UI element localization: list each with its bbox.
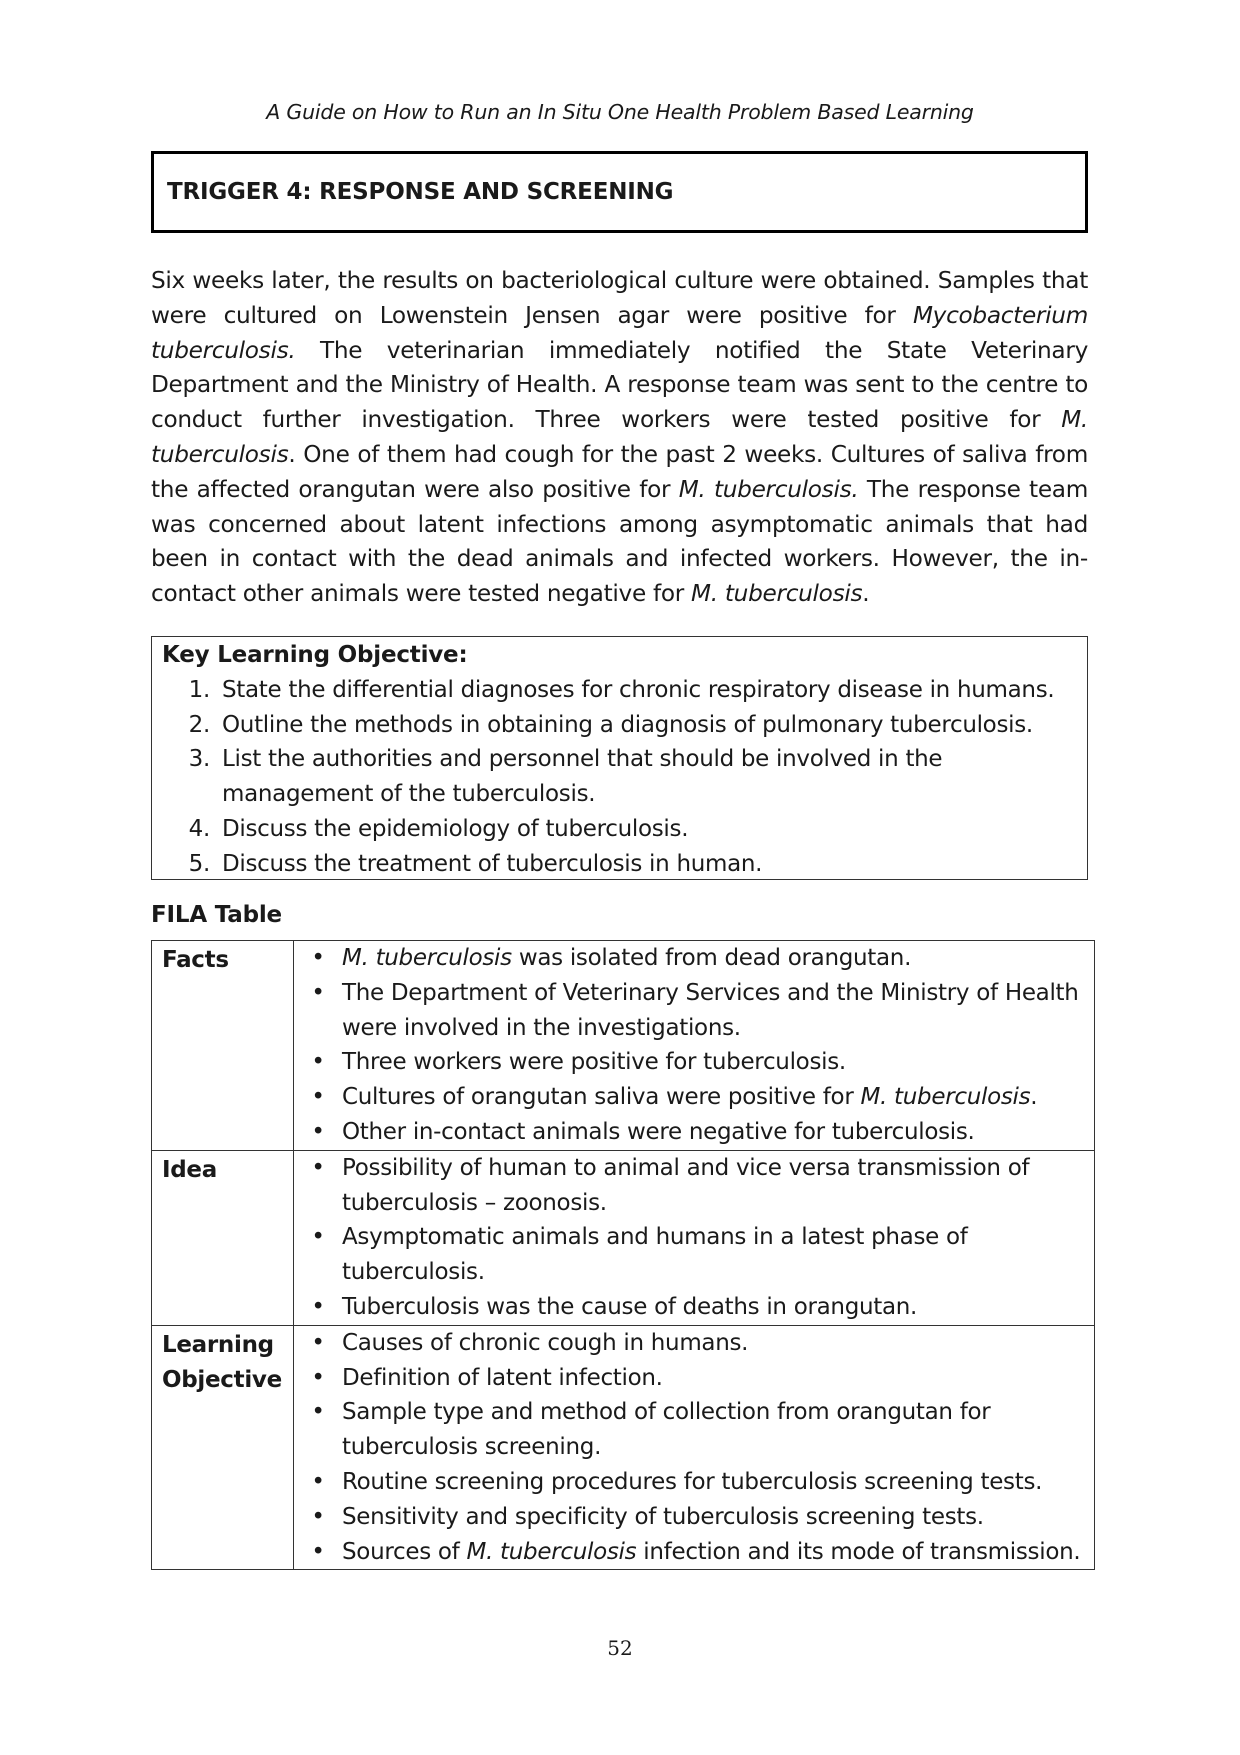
list-item-text: Definition of latent infection. xyxy=(342,1364,663,1391)
list-item-number: 2. xyxy=(188,711,210,738)
list-item xyxy=(294,976,1094,1046)
list-item-number: 4. xyxy=(188,815,210,842)
bullet-icon: • xyxy=(311,1399,325,1426)
facts-cell xyxy=(294,941,1095,1151)
trigger-title: TRIGGER 4: RESPONSE AND SCREENING xyxy=(167,179,674,205)
list-item xyxy=(294,1326,1094,1361)
learning-objective-label xyxy=(152,1325,294,1570)
list-item xyxy=(294,1361,1094,1396)
para-text-1: Six weeks later, the results on bacteriological culture were obtained. Samples that were cultured on Lowenstein Jensen agar were positive for xyxy=(151,267,1088,329)
list-item xyxy=(162,708,1077,743)
bullet-icon: • xyxy=(311,1154,325,1181)
list-item-number: 3. xyxy=(188,746,210,773)
bullet-icon: • xyxy=(311,945,325,971)
label-line: Learning xyxy=(162,1331,274,1358)
para-italic-3: M. tuberculosis. xyxy=(678,475,859,503)
learning-objective-list xyxy=(294,1326,1094,1570)
italic-species: M. tuberculosis xyxy=(342,945,512,971)
list-item-text xyxy=(342,941,1094,976)
list-item-text-part: . xyxy=(1030,1084,1038,1111)
list-item xyxy=(294,1151,1094,1221)
table-row-idea xyxy=(152,1150,1095,1325)
list-item-text: Sensitivity and specificity of tuberculosis screening tests. xyxy=(342,1503,984,1530)
list-item-text: Other in-contact animals were negative for tuberculosis. xyxy=(342,1118,975,1145)
bullet-icon: • xyxy=(311,1538,325,1565)
trigger-title-box xyxy=(151,151,1088,233)
list-item-text: Asymptomatic animals and humans in a latest phase of tuberculosis. xyxy=(342,1224,968,1286)
list-item xyxy=(162,742,1077,812)
list-item-text: Routine screening procedures for tuberculosis screening tests. xyxy=(342,1468,1043,1495)
table-row-facts xyxy=(152,941,1095,1151)
list-item xyxy=(294,1080,1094,1115)
running-header: A Guide on How to Run an In Situ One Health Problem Based Learning xyxy=(266,100,974,124)
key-learning-title: Key Learning Objective: xyxy=(162,642,468,668)
facts-label: Facts xyxy=(152,941,294,1151)
list-item xyxy=(294,1395,1094,1465)
list-item-text: Discuss the treatment of tuberculosis in human. xyxy=(222,850,763,877)
list-item xyxy=(294,1465,1094,1500)
fila-table xyxy=(151,940,1095,1570)
italic-species: M. tuberculosis xyxy=(860,1084,1031,1111)
bullet-icon: • xyxy=(311,1293,325,1320)
list-item xyxy=(294,1045,1094,1080)
list-item xyxy=(162,847,1077,882)
key-learning-list xyxy=(162,673,1077,882)
label-line: Objective xyxy=(162,1366,282,1393)
bullet-icon: • xyxy=(311,1049,325,1076)
key-learning-objective-box xyxy=(151,636,1088,880)
bullet-icon: • xyxy=(311,1084,325,1111)
list-item xyxy=(294,1115,1094,1150)
list-item-number: 5. xyxy=(188,850,210,877)
idea-label: Idea xyxy=(152,1150,294,1325)
list-item-text: Sample type and method of collection from orangutan for tuberculosis screening. xyxy=(342,1399,991,1461)
list-item-text-part: infection and its mode of transmission. xyxy=(636,1538,1081,1565)
list-item-text: Tuberculosis was the cause of deaths in orangutan. xyxy=(342,1293,918,1320)
para-text-3: . One of them had cough for the past 2 weeks. Cultures of saliva from the affected orangutan were also positive for xyxy=(151,440,1088,503)
para-italic-4: M. tuberculosis xyxy=(691,580,863,608)
bullet-icon: • xyxy=(311,1468,325,1495)
list-item-text: List the authorities and personnel that should be involved in the management of the tuberculosis. xyxy=(222,746,943,808)
page-number: 52 xyxy=(607,1636,633,1660)
learning-objective-cell xyxy=(294,1325,1095,1570)
list-item xyxy=(294,1290,1094,1325)
para-italic-2: M. tuberculosis xyxy=(151,406,1088,468)
bullet-icon: • xyxy=(311,1503,325,1530)
list-item xyxy=(162,812,1077,847)
fila-table-title: FILA Table xyxy=(151,902,282,928)
para-text-2: The veterinarian immediately notified the State Veterinary Department and the Ministry of Health. A response team was sent to the centre to conduct further investigation. Three workers were tested positive for xyxy=(151,336,1088,434)
idea-list xyxy=(294,1151,1094,1325)
list-item-text-part: was isolated from dead orangutan. xyxy=(511,945,912,971)
list-item xyxy=(294,941,1094,976)
para-italic-1: Mycobacterium tuberculosis. xyxy=(151,301,1088,364)
list-item-text: Three workers were positive for tuberculosis. xyxy=(342,1049,846,1076)
table-row-learning-objective xyxy=(152,1325,1095,1570)
para-text-4: The response team was concerned about latent infections among asymptomatic animals that had been in contact with the dead animals and infected workers. However, the in-contact other animals were tested negative for xyxy=(151,475,1088,608)
italic-species: M. tuberculosis xyxy=(466,1538,637,1565)
list-item-text: Discuss the epidemiology of tuberculosis. xyxy=(222,815,689,842)
list-item-number: 1. xyxy=(188,676,210,703)
list-item xyxy=(294,1535,1094,1570)
bullet-icon: • xyxy=(311,979,325,1006)
list-item-text-part: Cultures of orangutan saliva were positive for xyxy=(342,1084,861,1111)
idea-cell xyxy=(294,1150,1095,1325)
bullet-icon: • xyxy=(311,1364,325,1391)
list-item-text: Outline the methods in obtaining a diagnosis of pulmonary tuberculosis. xyxy=(222,711,1033,738)
list-item-text-part: Sources of xyxy=(342,1538,467,1565)
list-item xyxy=(294,1500,1094,1535)
list-item xyxy=(294,1220,1094,1290)
list-item-text: State the differential diagnoses for chronic respiratory disease in humans. xyxy=(222,676,1055,703)
list-item-text xyxy=(342,1080,1094,1115)
bullet-icon: • xyxy=(311,1329,325,1356)
list-item xyxy=(162,673,1077,708)
list-item-text: Causes of chronic cough in humans. xyxy=(342,1329,749,1356)
body-paragraph xyxy=(151,264,1088,612)
list-item-text: Possibility of human to animal and vice versa transmission of tuberculosis – zoonosis. xyxy=(342,1154,1030,1216)
bullet-icon: • xyxy=(311,1224,325,1251)
list-item-text: The Department of Veterinary Services and the Ministry of Health were involved in the investigations. xyxy=(342,979,1079,1041)
para-text-5: . xyxy=(862,580,870,608)
facts-list xyxy=(294,941,1094,1150)
bullet-icon: • xyxy=(311,1118,325,1145)
list-item-text xyxy=(342,1535,1094,1570)
